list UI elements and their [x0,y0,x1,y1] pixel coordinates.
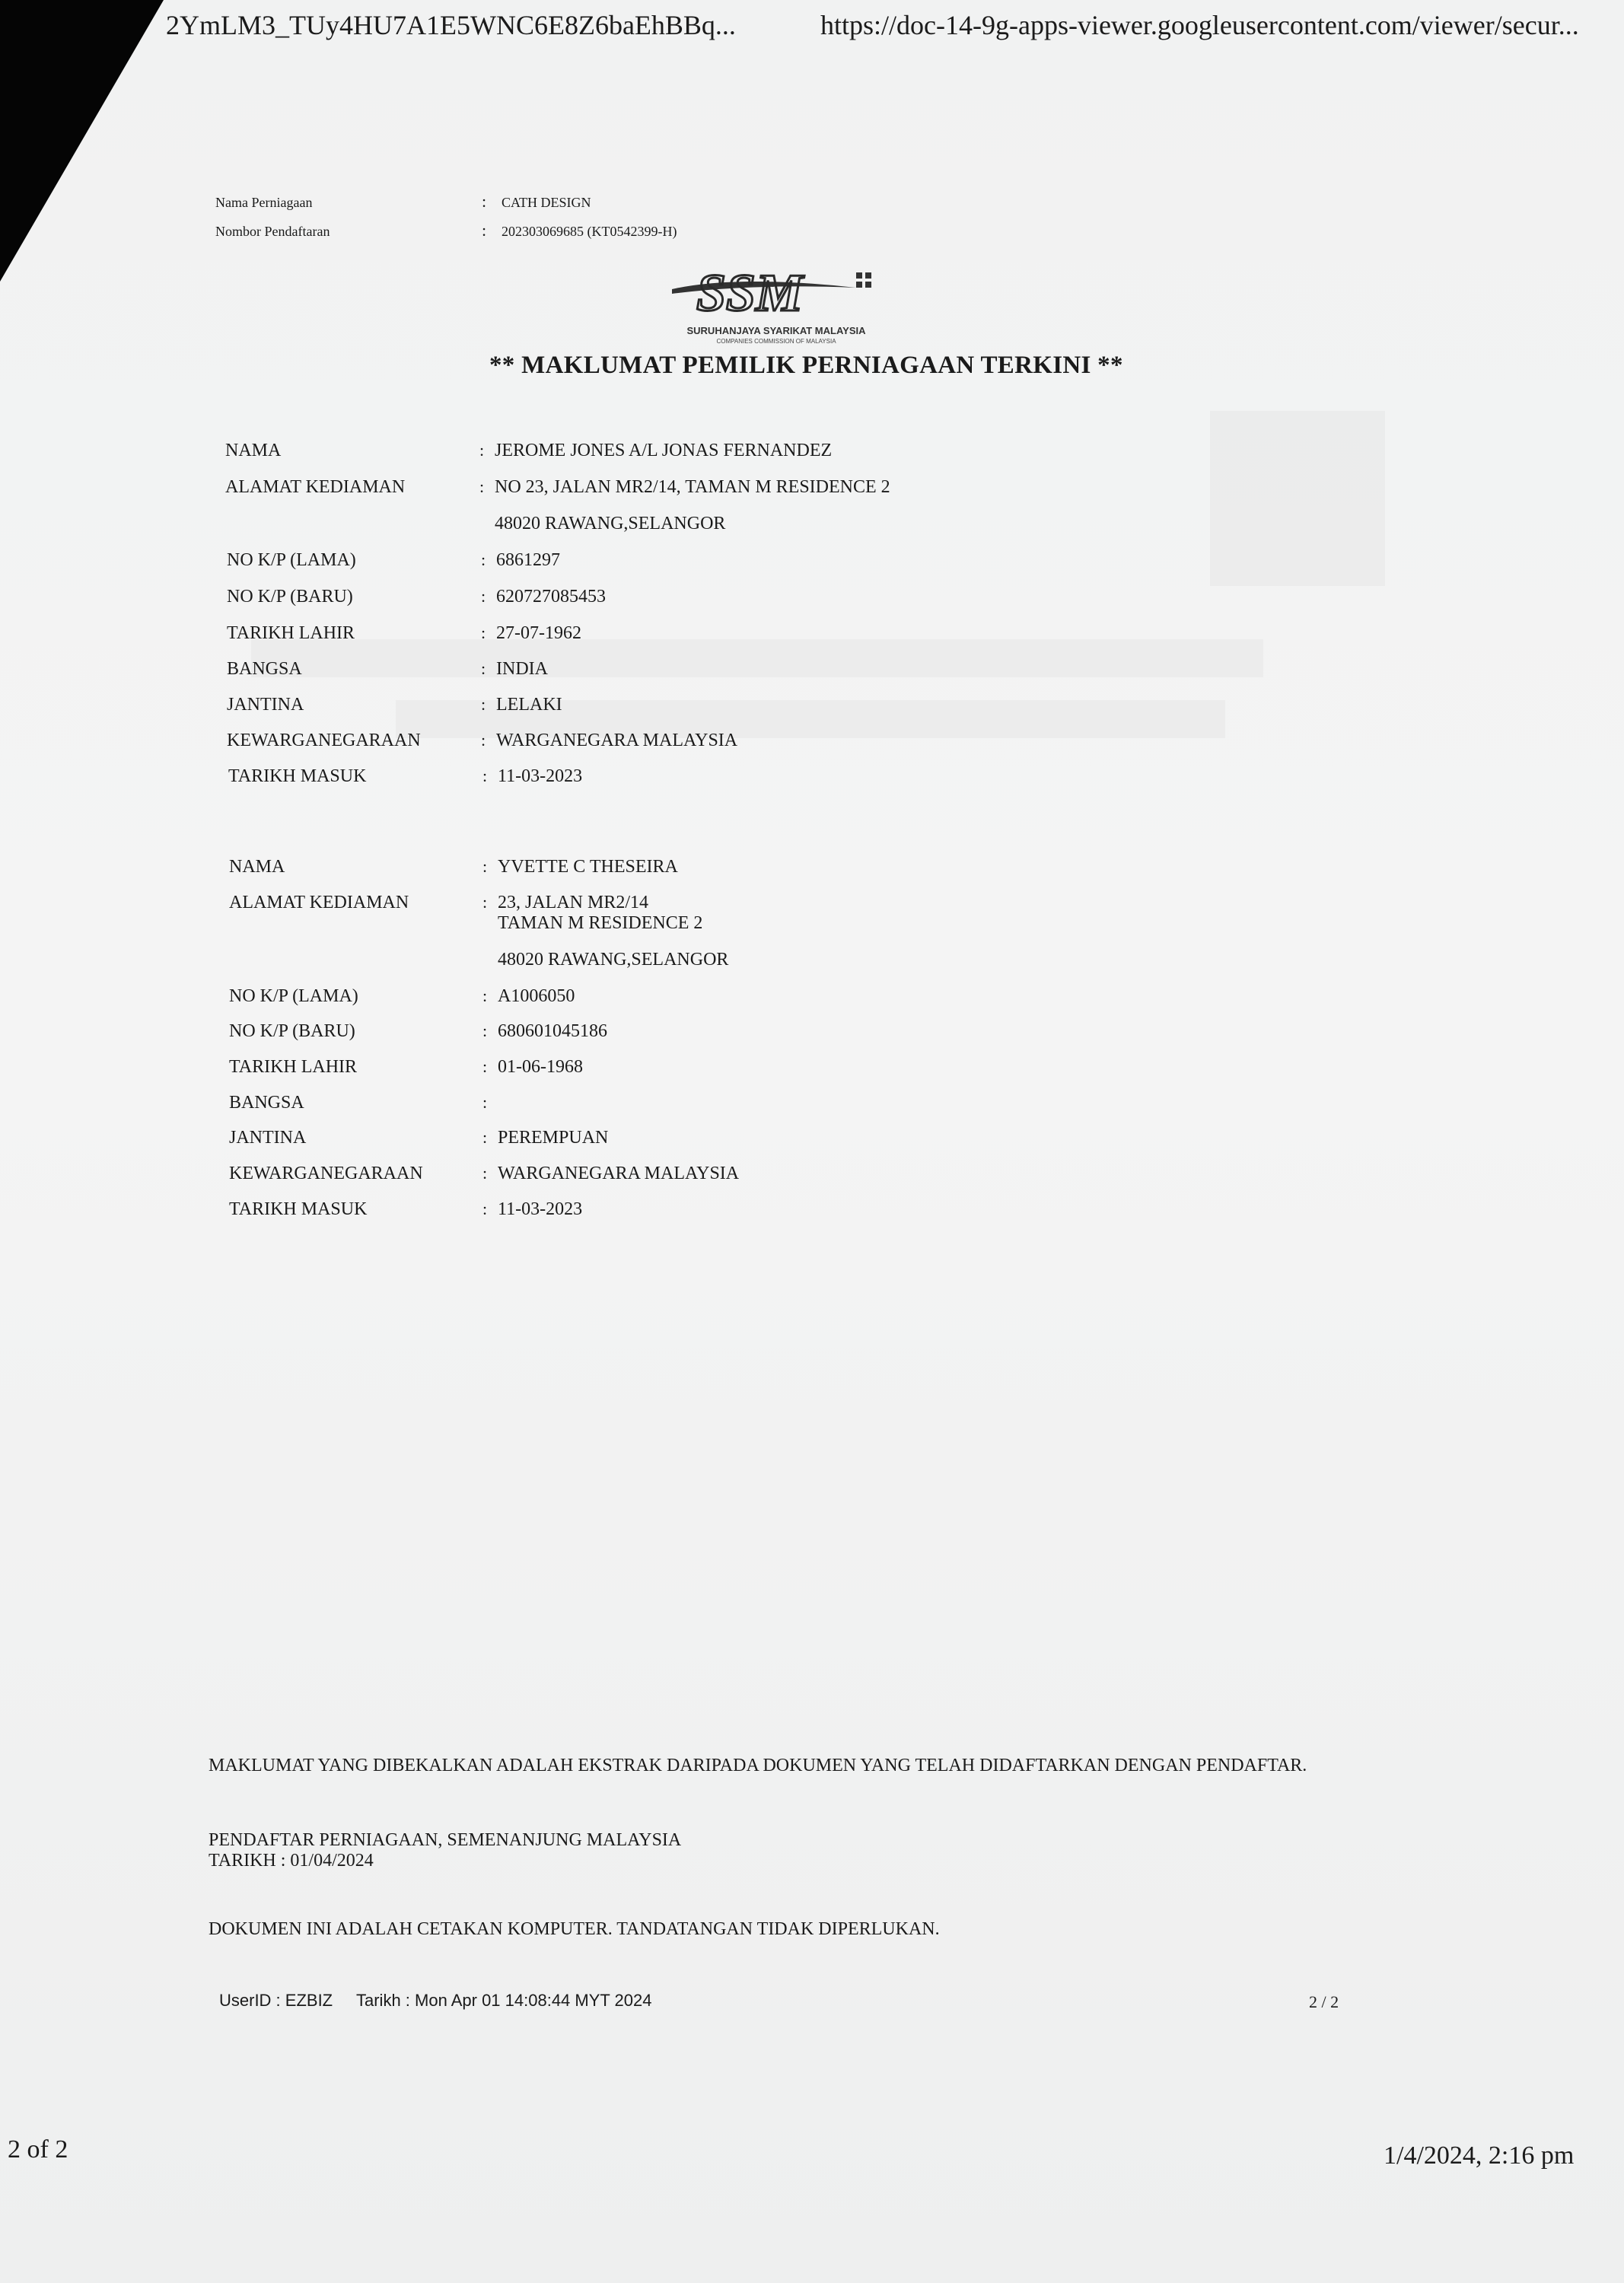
owner1-kp-baru: 620727085453 [496,587,606,607]
owner1-jantina-label: JANTINA [227,695,304,715]
owner1-alamat-label: ALAMAT KEDIAMAN [225,477,406,497]
colon: : [482,766,488,785]
bleed-through-mark [1210,411,1385,586]
colon: : [481,550,486,569]
owner2-warga: WARGANEGARA MALAYSIA [498,1164,740,1183]
bleed-through-mark [251,639,1263,677]
ssm-logo [666,257,887,347]
owner1-jantina: LELAKI [496,695,562,715]
owner2-alamat-line2: TAMAN M RESIDENCE 2 [498,913,703,933]
owner2-bangsa-label: BANGSA [229,1093,304,1113]
browser-page-count: 2 of 2 [8,2135,68,2164]
colon: : [481,623,486,642]
svg-text:COMPANIES COMMISSION OF MALAYS: COMPANIES COMMISSION OF MALAYSIA [716,338,836,345]
svg-text:SURUHANJAYA SYARIKAT MALAYSIA: SURUHANJAYA SYARIKAT MALAYSIA [686,325,866,336]
document-title: ** MAKLUMAT PEMILIK PERNIAGAAN TERKINI ** [489,352,1123,379]
registrar-line: PENDAFTAR PERNIAGAAN, SEMENANJUNG MALAYSIA [209,1830,682,1850]
business-name-value: CATH DESIGN [502,195,591,210]
owner1-kp-baru-label: NO K/P (BARU) [227,587,353,607]
owner1-nama-label: NAMA [225,441,282,460]
owner2-kp-baru-label: NO K/P (BARU) [229,1021,355,1041]
colon: : [481,731,486,750]
owner2-alamat-line1: 23, JALAN MR2/14 [498,893,649,912]
owner1-warga-label: KEWARGANEGARAAN [227,731,421,750]
user-id: UserID : EZBIZ [219,1991,333,2010]
colon: : [482,192,487,211]
owner1-masuk-label: TARIKH MASUK [228,766,367,786]
owner1-warga: WARGANEGARA MALAYSIA [496,731,738,750]
owner1-nama: JEROME JONES A/L JONAS FERNANDEZ [495,441,833,460]
owner2-kp-lama-label: NO K/P (LAMA) [229,986,358,1006]
colon: : [481,587,486,606]
colon: : [482,1093,488,1112]
browser-print-date: 1/4/2024, 2:16 pm [1384,2141,1575,2170]
business-name-label: Nama Perniagaan [215,195,313,210]
owner1-kp-lama: 6861297 [496,550,560,570]
owner2-kp-lama: A1006050 [498,986,575,1006]
owner2-nama-label: NAMA [229,857,285,877]
owner1-masuk: 11-03-2023 [498,766,583,786]
owner1-bangsa-label: BANGSA [227,659,302,679]
owner2-warga-label: KEWARGANEGARAAN [229,1164,423,1183]
owner2-masuk: 11-03-2023 [498,1199,583,1219]
document-page-number: 2 / 2 [1309,1992,1339,2011]
owner1-alamat-line2: 48020 RAWANG,SELANGOR [495,514,726,533]
black-corner-fold [0,0,164,282]
print-timestamp: Tarikh : Mon Apr 01 14:08:44 MYT 2024 [356,1991,652,2010]
colon: : [482,1128,488,1147]
owner1-alamat-line1: NO 23, JALAN MR2/14, TAMAN M RESIDENCE 2 [495,477,890,497]
owner2-alamat-label: ALAMAT KEDIAMAN [229,893,409,912]
registration-number-label: Nombor Pendaftaran [215,224,330,239]
registration-number-value: 202303069685 (KT0542399-H) [502,224,677,239]
owner2-alamat-line3: 48020 RAWANG,SELANGOR [498,950,729,970]
owner1-bangsa: INDIA [496,659,548,679]
owner1-lahir-label: TARIKH LAHIR [227,623,355,643]
owner1-kp-lama-label: NO K/P (LAMA) [227,550,356,570]
owner2-nama: YVETTE C THESEIRA [498,857,678,877]
colon: : [482,893,488,912]
colon: : [482,1021,488,1040]
browser-header-title: 2YmLM3_TUy4HU7A1E5WNC6E8Z6baEhBBq... [166,10,736,40]
colon: : [479,441,485,460]
colon: : [482,1199,488,1218]
computer-print-note: DOKUMEN INI ADALAH CETAKAN KOMPUTER. TANDATANGAN TIDAK DIPERLUKAN. [209,1919,940,1939]
owner2-lahir: 01-06-1968 [498,1057,583,1077]
extract-note: MAKLUMAT YANG DIBEKALKAN ADALAH EKSTRAK DARIPADA DOKUMEN YANG TELAH DIDAFTARKAN DENGAN PENDAFTAR. [209,1756,1307,1775]
owner1-lahir: 27-07-1962 [496,623,581,643]
colon: : [481,659,486,678]
owner2-kp-baru: 680601045186 [498,1021,607,1041]
colon: : [481,695,486,714]
colon: : [479,477,485,496]
colon: : [482,221,487,240]
colon: : [482,1057,488,1076]
browser-header-url[interactable]: https://doc-14-9g-apps-viewer.googleusercontent.com/viewer/secur... [820,10,1579,40]
owner2-jantina-label: JANTINA [229,1128,307,1148]
colon: : [482,857,488,876]
owner2-masuk-label: TARIKH MASUK [229,1199,368,1219]
tarikh-line: TARIKH : 01/04/2024 [209,1851,374,1871]
svg-text:SSM: SSM [696,264,804,323]
owner2-lahir-label: TARIKH LAHIR [229,1057,358,1077]
owner2-jantina: PEREMPUAN [498,1128,609,1148]
colon: : [482,1164,488,1183]
colon: : [482,986,488,1005]
